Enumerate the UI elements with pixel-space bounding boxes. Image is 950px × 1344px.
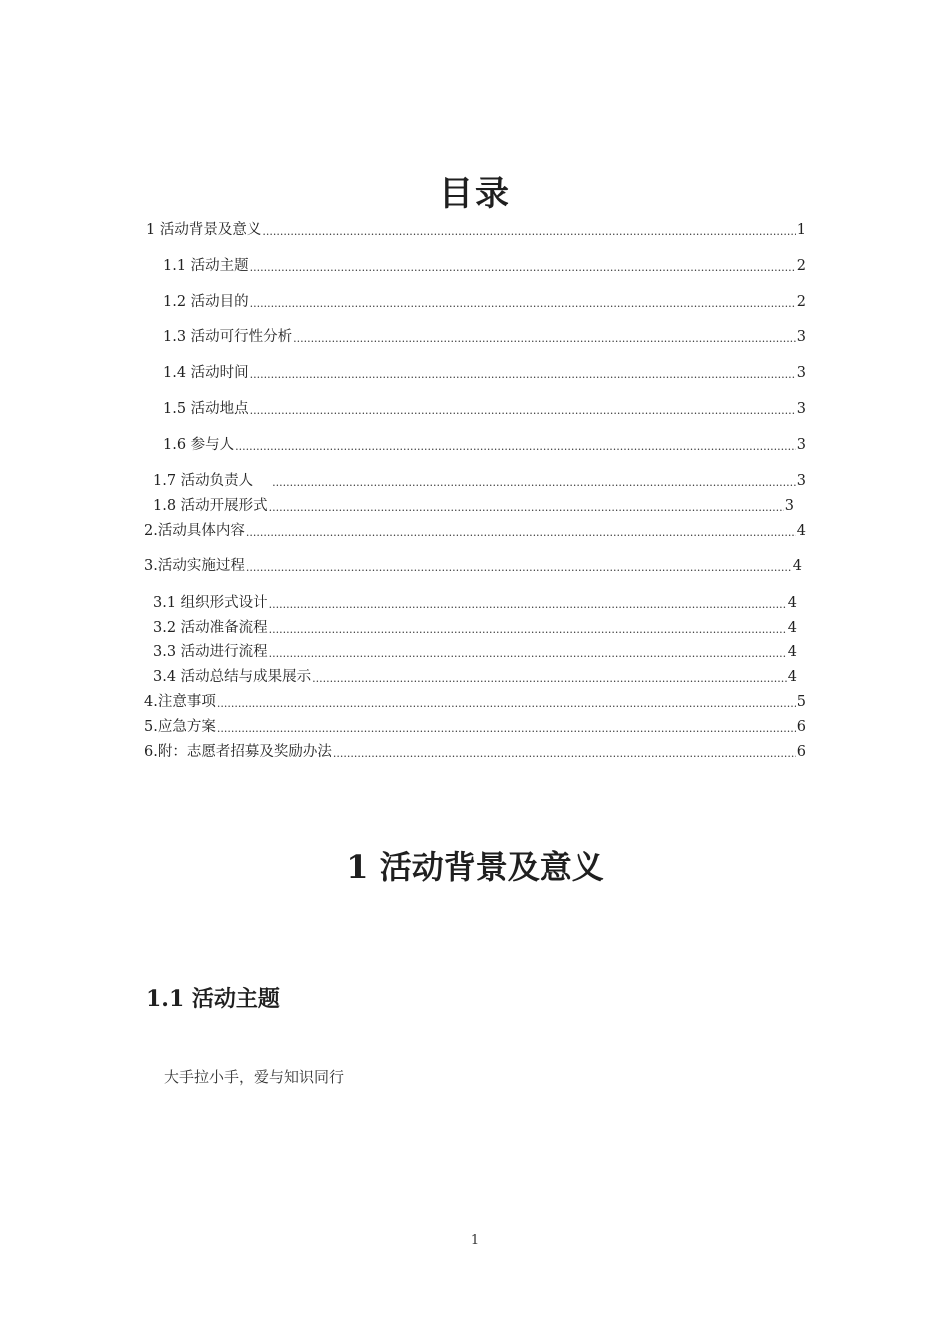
toc-entry[interactable]	[144, 693, 806, 711]
toc-entry-label: 1.1 活动主题	[163, 258, 249, 274]
toc-leader-dots	[235, 440, 796, 454]
toc-leader-dots	[217, 722, 796, 736]
toc-leader-dots	[250, 404, 796, 418]
toc-entry-label: 6.附：志愿者招募及奖励办法	[144, 744, 332, 760]
toc-entry-page: 4	[792, 558, 802, 574]
toc-entry-page: 4	[787, 669, 797, 685]
toc-leader-dots	[293, 332, 796, 346]
toc-leader-dots	[250, 368, 796, 382]
toc-entry-label: 5.应急方案	[144, 719, 216, 735]
toc-entry-label: 1.3 活动可行性分析	[163, 329, 293, 345]
toc-leader-dots	[246, 561, 792, 575]
toc-entry-label: 3.1 组织形式设计	[153, 595, 268, 611]
toc-entry-page: 3	[796, 329, 806, 345]
toc-entry-page: 6	[796, 719, 806, 735]
toc-entry-label: 4.注意事项	[144, 694, 216, 710]
toc-entry-page: 2	[796, 258, 806, 274]
toc-entry[interactable]	[153, 472, 806, 490]
toc-entry-page: 2	[796, 294, 806, 310]
toc-entry-label: 3.2 活动准备流程	[153, 620, 268, 636]
toc-leader-dots	[312, 672, 787, 686]
toc-entry[interactable]	[153, 619, 797, 637]
section-heading: 1 活动背景及意义	[346, 848, 604, 886]
toc-entry[interactable]	[163, 257, 806, 275]
toc-entry[interactable]	[163, 293, 806, 311]
toc-entry-label: 1.5 活动地点	[163, 401, 249, 417]
toc-leader-dots	[333, 747, 796, 761]
toc-entry[interactable]	[163, 328, 806, 346]
toc-entry-page: 6	[796, 744, 806, 760]
toc-entry-page: 4	[787, 644, 797, 660]
toc-leader-dots	[217, 697, 796, 711]
toc-entry[interactable]	[163, 400, 806, 418]
toc-entry[interactable]	[153, 497, 794, 515]
toc-entry[interactable]	[144, 522, 806, 540]
page-number: 1	[470, 1233, 480, 1248]
toc-entry[interactable]	[163, 364, 806, 382]
toc-leader-dots	[269, 623, 787, 637]
toc-entry-label: 1.8 活动开展形式	[153, 498, 268, 514]
toc-entry-page: 4	[787, 595, 797, 611]
toc-entry-page: 5	[796, 694, 806, 710]
toc-leader-dots	[262, 225, 795, 239]
toc-leader-dots	[269, 501, 784, 515]
toc-title: 目录	[439, 174, 511, 214]
toc-entry[interactable]	[144, 718, 806, 736]
toc-entry-label: 1.2 活动目的	[163, 294, 249, 310]
toc-entry[interactable]	[153, 594, 797, 612]
toc-entry-label: 1.4 活动时间	[163, 365, 249, 381]
toc-entry-label: 3.3 活动进行流程	[153, 644, 268, 660]
toc-leader-dots	[246, 526, 796, 540]
toc-entry[interactable]	[146, 221, 806, 239]
toc-entry-page: 1	[796, 222, 806, 238]
toc-leader-dots	[250, 297, 796, 311]
toc-entry-label: 3.活动实施过程	[144, 558, 245, 574]
toc-entry-page: 3	[796, 437, 806, 453]
toc-entry-page: 3	[796, 473, 806, 489]
toc-entry-page: 3	[796, 365, 806, 381]
toc-entry[interactable]	[153, 643, 797, 661]
toc-entry-page: 4	[796, 523, 806, 539]
toc-entry-label: 2.活动具体内容	[144, 523, 245, 539]
toc-leader-dots	[269, 598, 787, 612]
toc-entry-page: 3	[796, 401, 806, 417]
toc-leader-dots	[250, 261, 796, 275]
toc-entry-label: 1.7 活动负责人	[153, 473, 254, 489]
toc-entry[interactable]	[144, 743, 806, 761]
toc-entry[interactable]	[163, 436, 806, 454]
toc-entry-page: 3	[784, 498, 794, 514]
subsection-heading: 1.1 活动主题	[146, 986, 280, 1012]
toc-entry-label: 3.4 活动总结与成果展示	[153, 669, 312, 685]
body-paragraph: 大手拉小手，爱与知识同行	[164, 1068, 345, 1086]
toc-entry-label: 1.6 参与人	[163, 437, 235, 453]
toc-entry[interactable]	[153, 668, 797, 686]
toc-entry[interactable]	[144, 557, 802, 575]
toc-entry-label: 1 活动背景及意义	[146, 222, 262, 238]
toc-leader-dots	[269, 647, 787, 661]
toc-leader-dots	[272, 476, 796, 490]
toc-entry-page: 4	[787, 620, 797, 636]
